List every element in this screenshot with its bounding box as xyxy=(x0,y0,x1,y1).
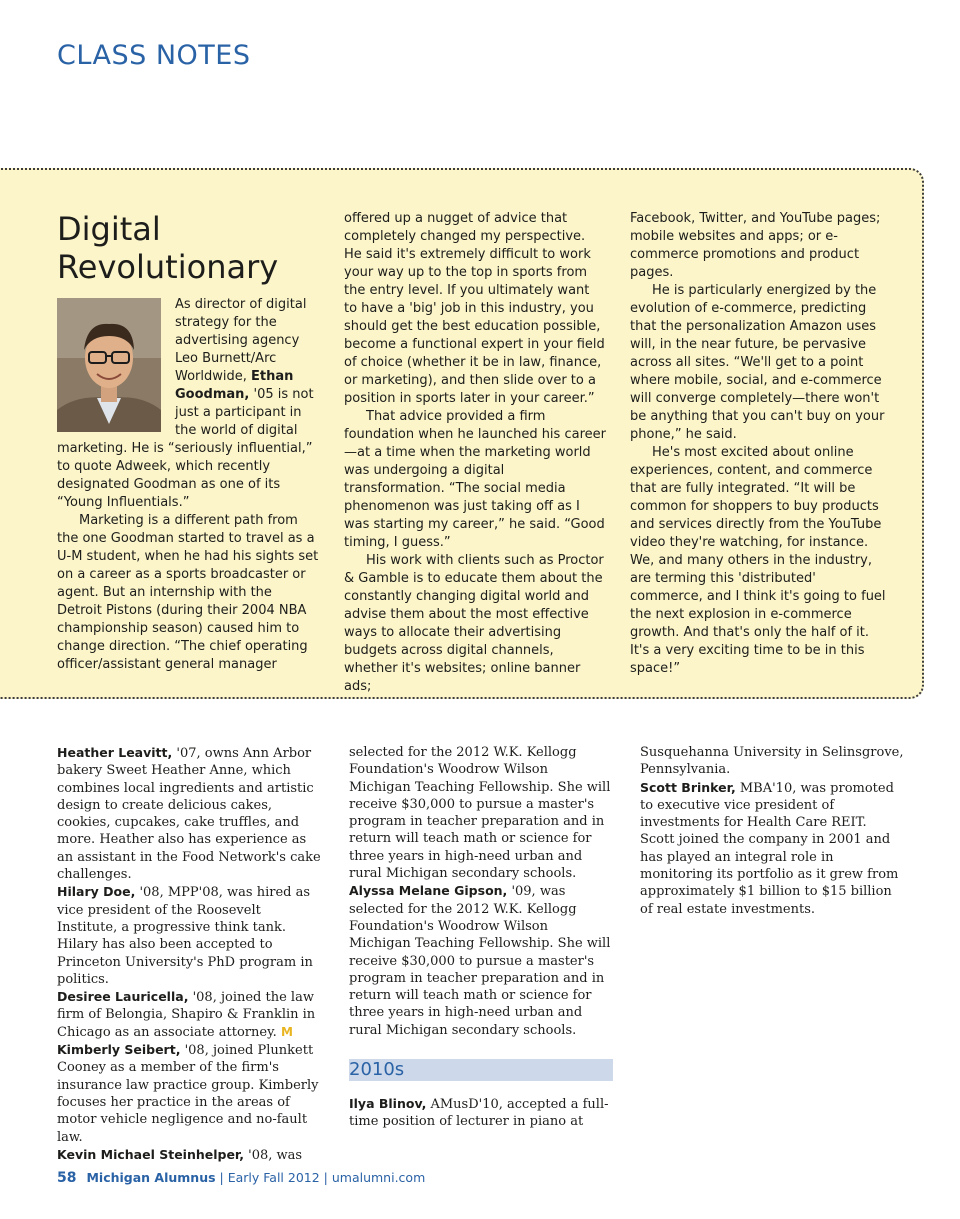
section-heading: CLASS NOTES xyxy=(57,40,251,71)
alumni-name: Heather Leavitt, xyxy=(57,745,173,760)
feature-subject-name: Ethan Goodman, xyxy=(175,369,294,402)
feature-paragraph-8: He's most excited about online experiences, content, and commerce that are fully integrated. “It will be common for shoppers to buy products and services directly from the YouTube video they're watching, for instance. We, and many others in the industry, are terming this 'distributed' commerce, and I think it's going to fuel the next explosion in e-commerce growth. And that's only the half of it. It's a very exciting time to be in this space!” xyxy=(630,445,886,676)
note-text: '08, joined the law firm of Belongia, Shapiro & Franklin in Chicago as an associate attorney. xyxy=(57,990,316,1040)
page-number: 58 xyxy=(57,1170,77,1186)
alumni-name: Desiree Lauricella, xyxy=(57,989,189,1005)
feature-column-2 xyxy=(344,210,606,696)
note-text: '08, joined Plunkett Cooney as a member of the firm's insurance law practice group. Kimberly focuses her practice in the areas of motor vehicle negligence and no-fault law. xyxy=(57,1043,319,1145)
note-text: '07, owns Ann Arbor bakery Sweet Heather Anne, which combines local ingredients and artistic design to create delicious cakes, cookies, cupcakes, cake truffles, and more. Heather also has experience as an assistant in the Food Network's cake challenges. xyxy=(57,746,321,883)
page-footer xyxy=(57,1170,425,1186)
feature-title-line-1: Digital xyxy=(57,210,161,248)
notes-column-2 xyxy=(349,744,613,1131)
feature-paragraph-4: That advice provided a firm foundation when he launched his career—at a time when the marketing world was undergoing a digital transformation. “The social media phenomenon was just taking off as I was starting my career,” he said. “Good timing, I guess.” xyxy=(344,409,606,550)
alumni-name: Scott Brinker, xyxy=(640,779,736,795)
notes-column-1 xyxy=(57,744,321,1164)
note-text: '08, MPP'08, was hired as vice president of the Roosevelt Institute, a progressive think tank. Hilary has also been accepted to Princeton University's PhD program in politics. xyxy=(57,885,313,987)
note-text: '09, was selected for the 2012 W.K. Kellogg Foundation's Woodrow Wilson Michigan Teaching Fellowship. She will receive $30,000 to pursue a master's program in teacher preparation and in return will teach math or science for three years in high-need urban and rural Michigan secondary schools. xyxy=(349,884,611,1038)
feature-paragraph-7: He is particularly energized by the evolution of e-commerce, predicting that the personalization Amazon uses will, in the near future, be pervasive across all sites. “We'll get to a point where mobile, social, and e-commerce will converge completely—there won't be anything that you can't buy on your phone,” he said. xyxy=(630,283,885,442)
alumni-name: Ilya Blinov, xyxy=(349,1096,427,1112)
magazine-name: Michigan Alumnus xyxy=(86,1170,216,1185)
feature-column-3 xyxy=(630,210,892,678)
issue-info: | Early Fall 2012 | umalumni.com xyxy=(219,1170,426,1185)
feature-title-line-2: Revolutionary xyxy=(57,248,279,286)
block-m-icon: M xyxy=(280,1024,293,1039)
note-text: MBA'10, was promoted to executive vice president of investments for Health Care REIT. Scott joined the company in 2001 and has played an integral role in monitoring its portfolio as it grew from approximately $1 billion to $15 billion of real estate investments. xyxy=(640,780,899,917)
list-item: Susquehanna University in Selinsgrove, Pennsylvania. xyxy=(640,745,904,778)
portrait-photo xyxy=(57,298,161,432)
feature-paragraph-6: Facebook, Twitter, and YouTube pages; mobile websites and apps; or e-commerce promotions and product pages. xyxy=(630,211,881,280)
feature-p1-text-a: As director of digital strategy for the advertising agency Leo Burnett/Arc Worldwide, xyxy=(175,297,307,384)
feature-p1-text-b: '05 is not just a participant in the world of digital marketing. He is “seriously influential,” to quote Adweek, which recently designated Goodman as one of its “Young Influentials.” xyxy=(57,387,314,510)
feature-paragraph-3: offered up a nugget of advice that completely changed my perspective. He said it's extremely difficult to work your way up to the top in sports from the entry level. If you ultimately want to have a 'big' job in this industry, you should get the best education possible, become a functional expert in your field of choice (whether it be in law, finance, or marketing), and then slide over to a position in sports later in your career.” xyxy=(344,211,605,406)
alumni-name: Kimberly Seibert, xyxy=(57,1042,181,1058)
list-item xyxy=(57,744,321,883)
alumni-name: Kevin Michael Steinhelper, xyxy=(57,1146,245,1162)
feature-paragraph-2: Marketing is a different path from the one Goodman started to travel as a U-M student, when he had his sights set on a career as a sports broadcaster or agent. But an internship with the Detroit Pistons (during their 2004 NBA championship season) caused him to change direction. “The chief operating officer/assistant general manager xyxy=(57,513,319,672)
decade-heading: 2010s xyxy=(349,1059,613,1081)
feature-paragraph-5: His work with clients such as Proctor & Gamble is to educate them about the constantly changing digital world and advise them about the most effective ways to allocate their advertising budgets across digital channels, whether it's websites; online banner ads; xyxy=(344,553,604,694)
list-item xyxy=(57,1146,321,1164)
list-item xyxy=(57,1041,321,1146)
list-item xyxy=(57,883,321,988)
list-item xyxy=(640,779,904,918)
list-item xyxy=(349,1095,613,1131)
note-text: '08, was xyxy=(244,1147,303,1163)
alumni-name: Hilary Doe, xyxy=(57,884,136,900)
feature-column-1 xyxy=(57,210,319,674)
feature-title xyxy=(57,210,319,286)
alumni-name: Alyssa Melane Gipson, xyxy=(349,883,508,899)
list-item xyxy=(57,988,321,1041)
notes-column-3 xyxy=(640,744,904,918)
note-text: AMusD'10, accepted a full-time position of lecturer in piano at xyxy=(349,1097,609,1130)
list-item xyxy=(349,882,613,1039)
list-item: selected for the 2012 W.K. Kellogg Foundation's Woodrow Wilson Michigan Teaching Fellowship. She will receive $30,000 to pursue a master's program in teacher preparation and in return will teach math or science for three years in high-need urban and rural Michigan secondary schools. xyxy=(349,745,611,882)
